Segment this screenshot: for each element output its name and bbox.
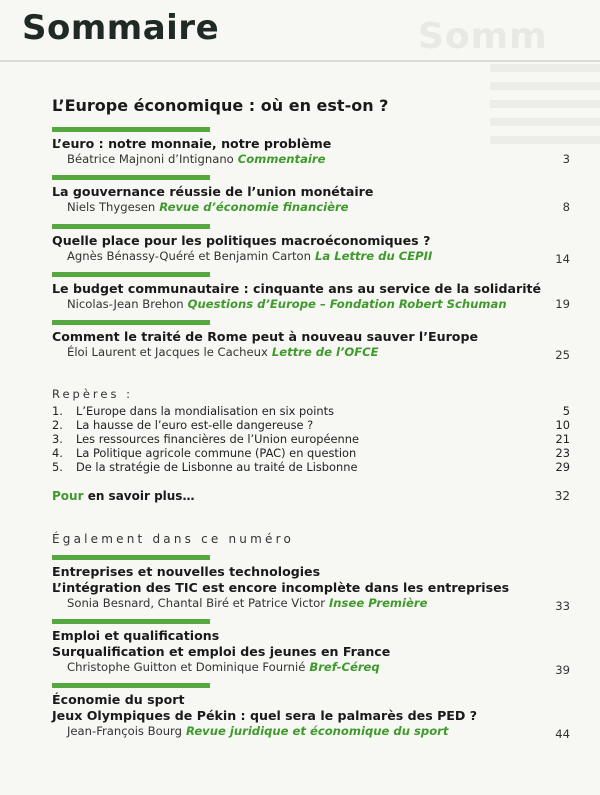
article-byline xyxy=(52,724,582,739)
page-number: 3 xyxy=(562,152,570,166)
article-title: Quelle place pour les politiques macroéconomiques ? xyxy=(52,233,431,248)
article-byline xyxy=(52,345,582,360)
article-byline xyxy=(52,249,582,264)
item-label: La hausse de l’euro est-elle dangereuse ? xyxy=(76,418,314,432)
article-author: Béatrice Majnoni d’Intignano xyxy=(67,152,234,166)
item-number: 4. xyxy=(52,446,63,460)
article-source: Insee Première xyxy=(328,596,428,610)
article-entry[interactable] xyxy=(52,555,582,611)
article-source: Revue d’économie financière xyxy=(159,200,349,214)
article-byline xyxy=(52,596,582,611)
article-title: Surqualification et emploi des jeunes en France xyxy=(52,644,391,659)
item-number: 1. xyxy=(52,404,63,418)
article-entry[interactable] xyxy=(52,320,582,360)
article-source: La Lettre du CEPII xyxy=(314,249,433,263)
article-entry[interactable] xyxy=(52,619,582,675)
article-category: Entreprises et nouvelles technologies xyxy=(52,564,321,579)
page-number: 39 xyxy=(555,663,570,677)
article-entry[interactable] xyxy=(52,272,582,312)
article-entry[interactable] xyxy=(52,175,582,215)
ghost-watermark: Somm xyxy=(418,16,548,57)
accent-bar xyxy=(52,619,210,624)
article-author: Nicolas-Jean Brehon xyxy=(67,297,184,311)
accent-bar xyxy=(52,683,210,688)
page-number: 33 xyxy=(555,599,570,613)
article-title: Jeux Olympiques de Pékin : quel sera le palmarès des PED ? xyxy=(52,708,478,723)
accent-bar xyxy=(52,224,210,229)
section-title: L’Europe économique : où en est-on ? xyxy=(52,96,389,115)
article-byline xyxy=(52,297,582,312)
article-title: Comment le traité de Rome peut à nouveau sauver l’Europe xyxy=(52,329,479,344)
list-item[interactable] xyxy=(52,418,582,432)
item-number: 5. xyxy=(52,460,63,474)
article-source: Revue juridique et économique du sport xyxy=(185,724,449,738)
also-in-issue-heading: Également dans ce numéro xyxy=(52,532,294,546)
article-source: Questions d’Europe – Fondation Robert Schuman xyxy=(187,297,507,311)
further-reading-link[interactable] xyxy=(52,489,582,503)
article-byline xyxy=(52,660,582,675)
article-author: Agnès Bénassy-Quéré et Benjamin Carton xyxy=(67,249,311,263)
page-number: 5 xyxy=(562,404,570,418)
page-title: Sommaire xyxy=(22,8,220,48)
item-number: 2. xyxy=(52,418,63,432)
page-number: 8 xyxy=(562,200,570,214)
item-number: 3. xyxy=(52,432,63,446)
further-reading-prefix: Pour xyxy=(52,489,84,503)
page-number: 32 xyxy=(554,489,570,503)
accent-bar xyxy=(52,320,210,325)
article-entry[interactable] xyxy=(52,224,582,264)
further-reading-label: en savoir plus… xyxy=(87,489,195,503)
list-item[interactable] xyxy=(52,446,582,460)
page-number: 19 xyxy=(555,297,570,311)
item-label: Les ressources financières de l’Union européenne xyxy=(76,432,359,446)
article-category: Économie du sport xyxy=(52,692,185,707)
article-source: Bref-Céreq xyxy=(309,660,380,674)
article-byline xyxy=(52,200,582,215)
article-title: L’euro : notre monnaie, notre problème xyxy=(52,136,332,151)
article-entry[interactable] xyxy=(52,683,582,739)
article-source: Commentaire xyxy=(237,152,326,166)
accent-bar xyxy=(52,555,210,560)
article-author: Sonia Besnard, Chantal Biré et Patrice Victor xyxy=(67,596,325,610)
item-label: L’Europe dans la mondialisation en six points xyxy=(76,404,335,418)
article-category: Emploi et qualifications xyxy=(52,628,220,643)
article-title: L’intégration des TIC est encore incomplète dans les entreprises xyxy=(52,580,510,595)
article-title: Le budget communautaire : cinquante ans au service de la solidarité xyxy=(52,281,542,296)
page-number: 10 xyxy=(555,418,570,432)
reperes-heading: Repères : xyxy=(52,387,133,401)
article-author: Jean-François Bourg xyxy=(67,724,182,738)
list-item[interactable] xyxy=(52,404,582,418)
article-entry[interactable] xyxy=(52,127,582,167)
article-author: Éloi Laurent et Jacques le Cacheux xyxy=(67,345,268,359)
page-number: 25 xyxy=(555,348,570,362)
article-source: Lettre de l’OFCE xyxy=(271,345,379,359)
accent-bar xyxy=(52,175,210,180)
page-number: 29 xyxy=(555,460,570,474)
item-label: De la stratégie de Lisbonne au traité de Lisbonne xyxy=(76,460,358,474)
article-author: Christophe Guitton et Dominique Fournié xyxy=(67,660,306,674)
article-byline xyxy=(52,152,582,167)
page-number: 23 xyxy=(555,446,570,460)
page-number: 44 xyxy=(555,727,570,741)
list-item[interactable] xyxy=(52,460,582,474)
page-number: 14 xyxy=(555,252,570,266)
article-title: La gouvernance réussie de l’union monétaire xyxy=(52,184,374,199)
article-author: Niels Thygesen xyxy=(67,200,156,214)
page-number: 21 xyxy=(555,432,570,446)
list-item[interactable] xyxy=(52,432,582,446)
accent-bar xyxy=(52,272,210,277)
header-divider xyxy=(0,60,600,62)
item-label: La Politique agricole commune (PAC) en question xyxy=(76,446,357,460)
accent-bar xyxy=(52,127,210,132)
